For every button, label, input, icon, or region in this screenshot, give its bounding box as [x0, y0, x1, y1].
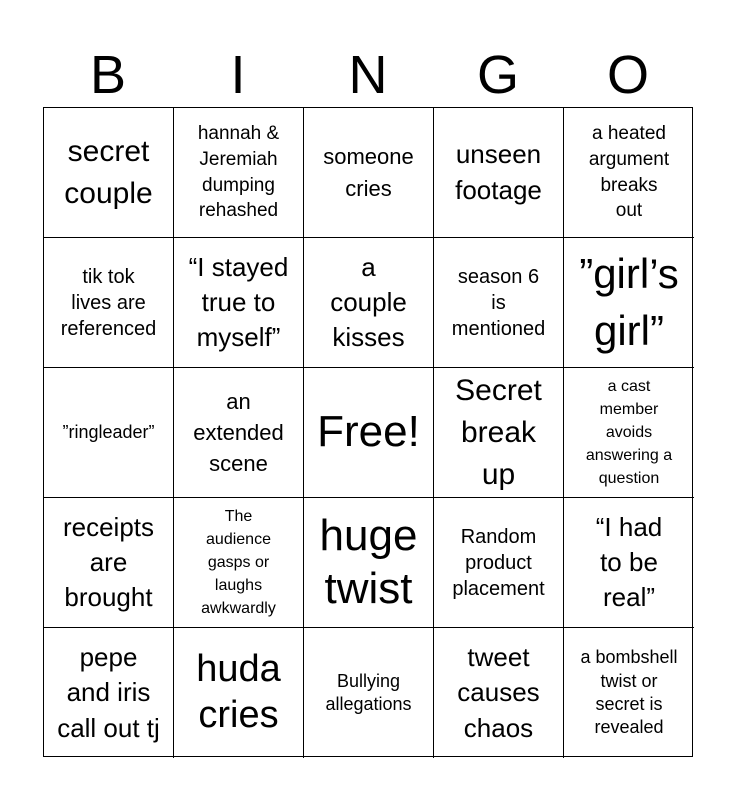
cell-text: tik tok lives are referenced — [60, 265, 157, 340]
cell-text: huda cries — [196, 648, 281, 736]
bingo-cell[interactable] — [44, 238, 174, 368]
cell-text: a cast member avoids answering a question — [585, 377, 673, 488]
bingo-cell[interactable] — [434, 368, 564, 498]
bingo-cell[interactable] — [434, 628, 564, 758]
bingo-board — [43, 107, 693, 757]
bingo-cell[interactable] — [44, 498, 174, 628]
bingo-cell[interactable] — [304, 108, 434, 238]
cell-text: a heated argument breaks out — [588, 123, 670, 222]
bingo-cell[interactable] — [434, 108, 564, 238]
bingo-cell[interactable] — [304, 368, 434, 498]
cell-text: season 6 is mentioned — [451, 265, 546, 340]
cell-text: an extended scene — [193, 388, 284, 477]
bingo-cell[interactable] — [304, 628, 434, 758]
bingo-cell[interactable] — [564, 498, 694, 628]
cell-text: The audience gasps or laughs awkwardly — [201, 507, 276, 618]
cell-text: Secret break up — [455, 373, 542, 491]
cell-text: ”girl’s girl” — [579, 249, 679, 354]
bingo-cell[interactable] — [174, 108, 304, 238]
cell-text: a bombshell twist or secret is revealed — [580, 647, 678, 738]
bingo-cell[interactable] — [174, 498, 304, 628]
bingo-cell[interactable] — [304, 238, 434, 368]
bingo-cell[interactable] — [434, 498, 564, 628]
cell-text: hannah & Jeremiah dumping rehashed — [197, 123, 280, 222]
header-letter-i: I — [230, 45, 246, 105]
bingo-cell[interactable] — [434, 238, 564, 368]
cell-text: someone cries — [323, 144, 414, 201]
cell-text: “I had to be real” — [595, 511, 663, 613]
bingo-cell[interactable] — [174, 628, 304, 758]
cell-text: ”ringleader” — [62, 421, 155, 442]
bingo-cell[interactable] — [44, 108, 174, 238]
cell-text: “I stayed true to myself” — [188, 251, 289, 353]
cell-text: Free! — [317, 407, 420, 457]
cell-text: pepe and iris call out tj — [57, 642, 160, 743]
cell-text: unseen footage — [455, 139, 542, 205]
header-letter-n: N — [348, 45, 388, 105]
bingo-cell[interactable] — [44, 368, 174, 498]
cell-text: Random product placement — [452, 525, 545, 600]
bingo-cell[interactable] — [174, 368, 304, 498]
bingo-header — [43, 44, 693, 106]
bingo-cell[interactable] — [304, 498, 434, 628]
header-letter-o: O — [606, 45, 649, 105]
bingo-cell[interactable] — [564, 628, 694, 758]
header-letter-g: G — [476, 45, 519, 105]
cell-text: tweet causes chaos — [457, 642, 540, 743]
bingo-cell[interactable] — [564, 238, 694, 368]
cell-text: secret couple — [64, 134, 153, 210]
header-letter-b: B — [89, 45, 127, 105]
bingo-cell[interactable] — [44, 628, 174, 758]
cell-text: a couple kisses — [330, 251, 407, 353]
bingo-cell[interactable] — [564, 108, 694, 238]
bingo-cell[interactable] — [564, 368, 694, 498]
cell-text: Bullying allegations — [325, 670, 412, 714]
cell-text: huge twist — [319, 510, 418, 613]
bingo-cell[interactable] — [174, 238, 304, 368]
cell-text: receipts are brought — [62, 511, 155, 613]
